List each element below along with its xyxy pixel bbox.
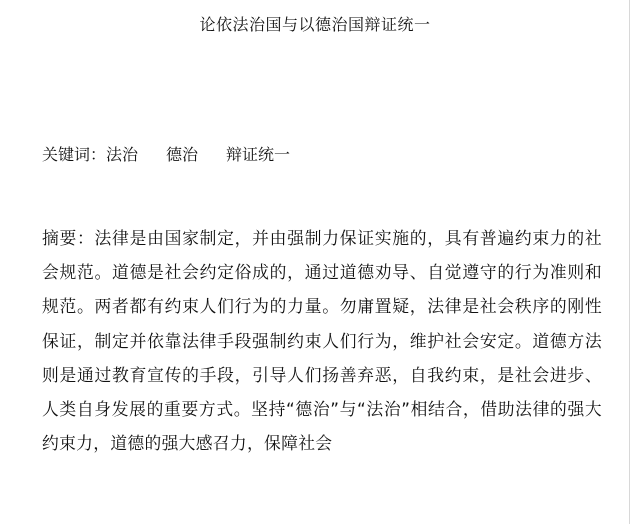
- abstract-paragraph: [42, 221, 602, 460]
- keywords-label: 关键词：: [42, 145, 107, 164]
- abstract-text: 法律是由国家制定，并由强制力保证实施的，具有普遍约束力的社会规范。道德是社会约定俗成的，通过道德劝导、自觉遵守的行为准则和规范。两者都有约束人们行为的力量。勿庸置疑，法律是社会秩序的刚性保证，制定并依靠法律手段强制约束人们行为，维护社会安定。道德方法则是通过教育宣传的手段，引导人们扬善弃恶，自我约束，是社会进步、人类自身发展的重要方式。坚持“德治”与“法治”相结合，借助法律的强大约束力，道德的强大感召力，保障社会: [42, 228, 602, 454]
- keyword-dialectical-unity: 辩证统一: [226, 145, 291, 164]
- document-title: 论依法治国与以德治国辩证统一: [199, 15, 431, 34]
- abstract-label: 摘要：: [42, 228, 95, 248]
- keyword-rule-of-law: 法治: [106, 145, 139, 164]
- keywords-line: [42, 144, 290, 166]
- keyword-rule-of-virtue: 德治: [166, 145, 199, 164]
